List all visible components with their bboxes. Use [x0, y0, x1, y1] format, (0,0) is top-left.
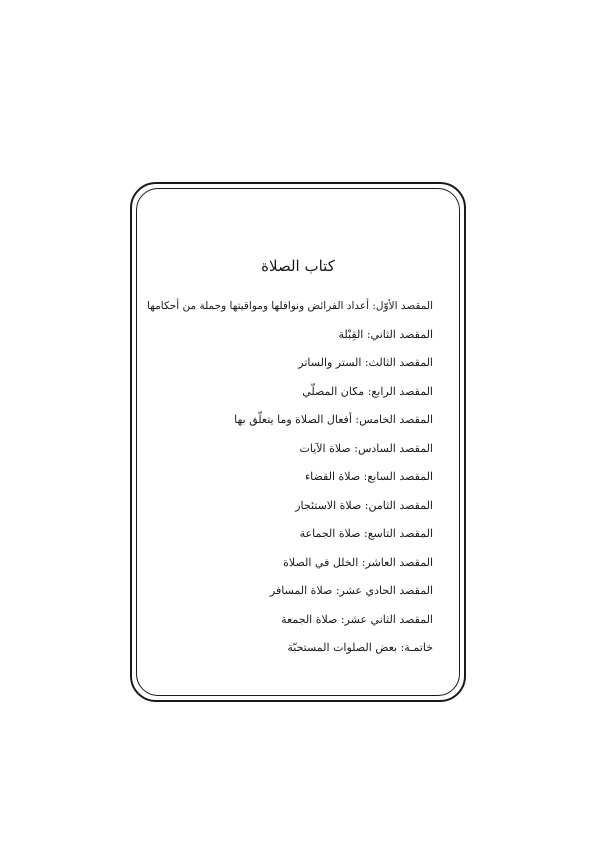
toc-item: المقصد الثاني عشر: صلاة الجمعة — [281, 612, 433, 626]
toc-item: المقصد الحادي عشر: صلاة المسافر — [269, 584, 433, 597]
toc-item: المقصد السادس: صلاة الآيات — [299, 441, 433, 455]
toc-item: خاتمـة: بعض الصلوات المستحبّة — [287, 641, 433, 654]
toc-item: المقصد العاشر: الخلل في الصلاة — [283, 555, 433, 569]
toc-item: المقصد الرابع: مكان المصلّي — [302, 384, 433, 398]
toc-item: المقصد الثالث: الستر والساتر — [298, 356, 433, 369]
book-title: كتاب الصلاة — [261, 257, 335, 275]
toc-item: المقصد التاسع: صلاة الجماعة — [299, 527, 433, 540]
toc-item: المقصد الخامس: أفعال الصلاة وما يتعلّق بها — [234, 413, 433, 426]
page-frame-inner — [136, 188, 460, 696]
toc-item: المقصد الأوّل: أعداد الفرائض ونوافلها ومواقيتها وجملة من أحكامها — [147, 300, 433, 312]
toc-item: المقصد الثامن: صلاة الاستئجار — [295, 498, 433, 512]
toc-item: المقصد السابع: صلاة القضاء — [304, 470, 433, 483]
toc-item: المقصد الثاني: القِبْلة — [338, 327, 433, 341]
table-of-contents — [147, 299, 433, 670]
page-frame — [130, 182, 466, 702]
